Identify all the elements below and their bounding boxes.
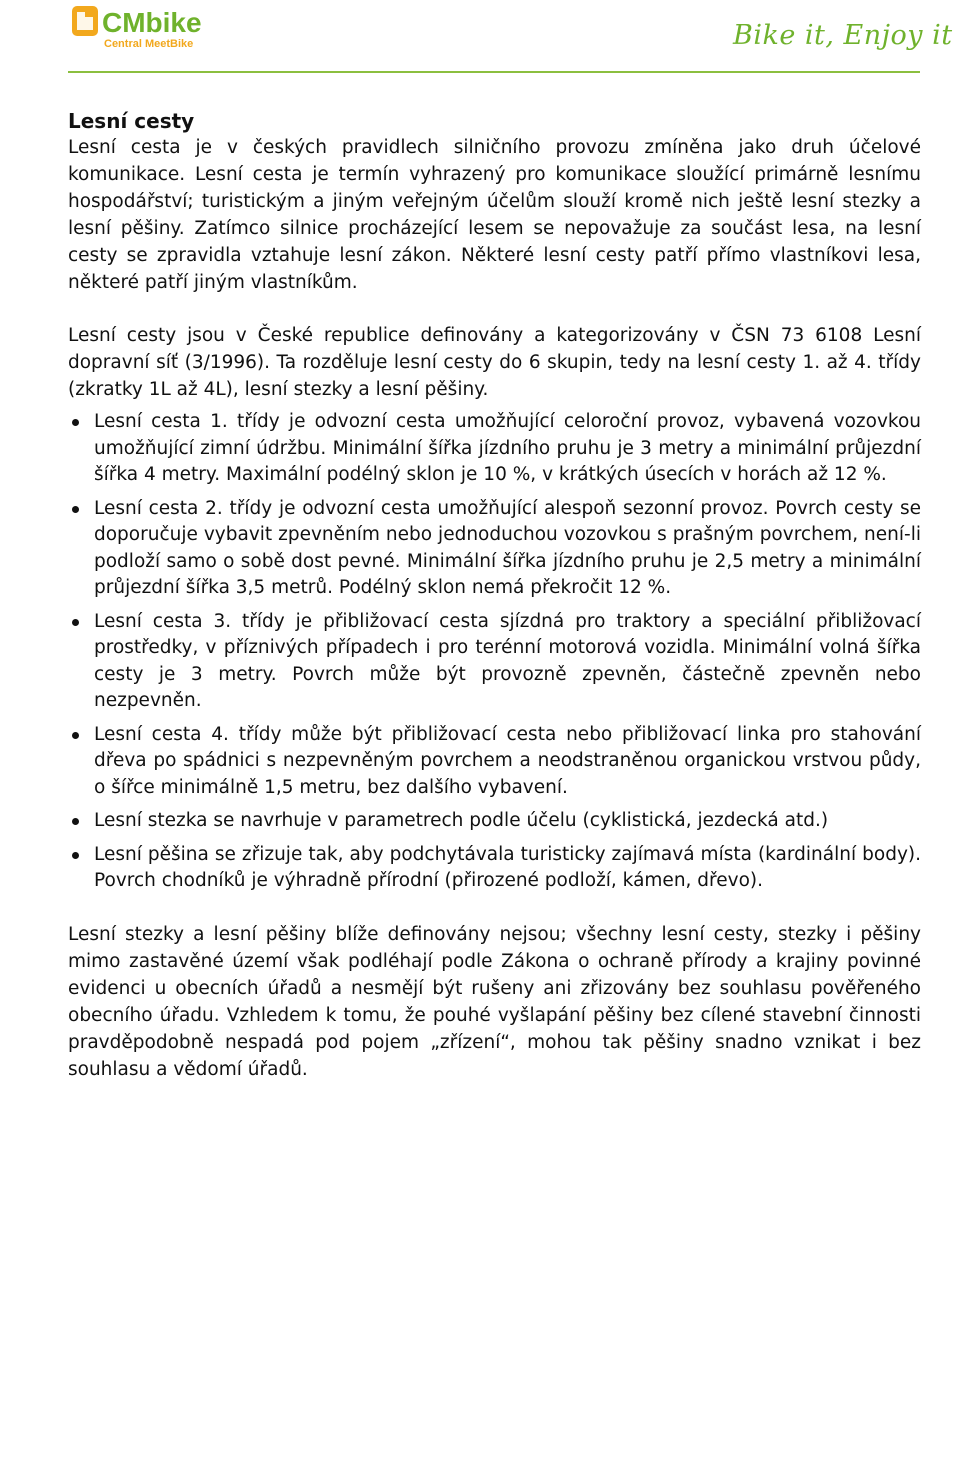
bullet-icon — [72, 852, 79, 859]
list-item-text: Lesní cesta 4. třídy může být přibližovací cesta nebo přibližovací linka pro stahování dřeva po spádnici s nezpevněným povrchem a neodstraněnou organickou vrstvou půdy, o šířce minimálně 1,5 metru, bez dalšího vybavení. — [94, 723, 921, 798]
bullet-icon — [72, 419, 79, 426]
list-item-text: Lesní pěšina se zřizuje tak, aby podchytávala turisticky zajímavá místa (kardinální body). Povrch chodníků je výhradně přírodní (přirozené podloží, kámen, dřevo). — [94, 843, 921, 891]
bullet-icon — [72, 732, 79, 739]
classification-paragraph: Lesní cesty jsou v České republice definovány a kategorizovány v ČSN 73 6108 Lesní dopravní síť (3/1996). Ta rozděluje lesní cesty do 6 skupin, tedy na lesní cesty 1. až 4. třídy (zkratky 1L až 4L), lesní stezky a lesní pěšiny. — [68, 325, 921, 400]
page-header — [0, 0, 960, 80]
list-item-text: Lesní cesta 3. třídy je přibližovací cesta sjízdná pro traktory a speciální přibližovací prostředky, v příznivých případech i pro terénní motorová vozidla. Minimální volná šířka cesty je 3 metry. Povrch může být provozně zpevněn, částečně zpevněn nebo nezpevněn. — [94, 610, 921, 711]
list-item — [68, 722, 921, 802]
header-divider — [68, 71, 920, 73]
closing-paragraph: Lesní stezky a lesní pěšiny blíže definovány nejsou; všechny lesní cesty, stezky i pěšiny mimo zastavěné území však podléhají podle Zákona o ochraně přírody a krajiny povinné evidenci u obecních úřadů a nesmějí být rušeny ani zřizovány bez souhlasu pověřeného obecního úřadu. Vzhledem k tomu, že pouhé vyšlapání pěšiny bez cílené stavební činnosti pravděpodobně nespadá pod pojem „zřízení“, mohou tak pěšiny snadno vznikat i bez souhlasu a vědomí úřadů. — [68, 923, 921, 1080]
article-body — [68, 106, 921, 1083]
list-item — [68, 808, 921, 835]
list-item-text: Lesní stezka se navrhuje v parametrech podle účelu (cyklistická, jezdecká atd.) — [94, 810, 829, 831]
list-item-text: Lesní cesta 1. třídy je odvozní cesta umožňující celoroční provoz, vybavená vozovkou umožňující zimní údržbu. Minimální šířka jízdního pruhu je 3 metry a minimální průjezdní šířka 4 metry. Maximální podélný sklon je 10 %, v krátkých úsecích v horách až 12 %. — [94, 411, 921, 485]
bullet-icon — [72, 818, 79, 825]
logo-main-text: CMbike — [102, 7, 202, 38]
slogan: Bike it, Enjoy it — [733, 20, 953, 51]
bullet-icon — [72, 506, 79, 513]
list-item — [68, 496, 921, 602]
list-item-text: Lesní cesta 2. třídy je odvozní cesta umožňující alespoň sezonní provoz. Povrch cesty se doporučuje vybavit zpevněním nebo jednoduchou vozovkou s prašným povrchem, není-li podloží samo o sobě dost pevné. Minimální šířka jízdního pruhu je 2,5 metry a minimální průjezdní šířka 3,5 metrů. Podélný sklon nemá překročit 12 %. — [94, 497, 921, 598]
list-item — [68, 609, 921, 715]
logo-sub-text: Central MeetBike — [104, 38, 194, 50]
article-title: Lesní cesty — [68, 109, 195, 133]
bullet-icon — [72, 619, 79, 626]
list-item — [68, 409, 921, 489]
list-item — [68, 842, 921, 895]
intro-paragraph: Lesní cesta je v českých pravidlech silničního provozu zmíněna jako druh účelové komunikace. Lesní cesta je termín vyhrazený pro komunikace sloužící primárně lesnímu hospodářství; turistickým a jiným veřejným účelům slouží kromě nich ještě lesní stezky a lesní pěšiny. Zatímco silnice procházející lesem se nepovažuje za součást lesa, na lesní cesty se zpravidla vztahuje lesní zákon. Některé lesní cesty patří přímo vlastníkovi lesa, některé patří jiným vlastníkům. — [68, 137, 921, 293]
cmbike-logo — [70, 2, 230, 54]
category-list — [68, 409, 921, 895]
